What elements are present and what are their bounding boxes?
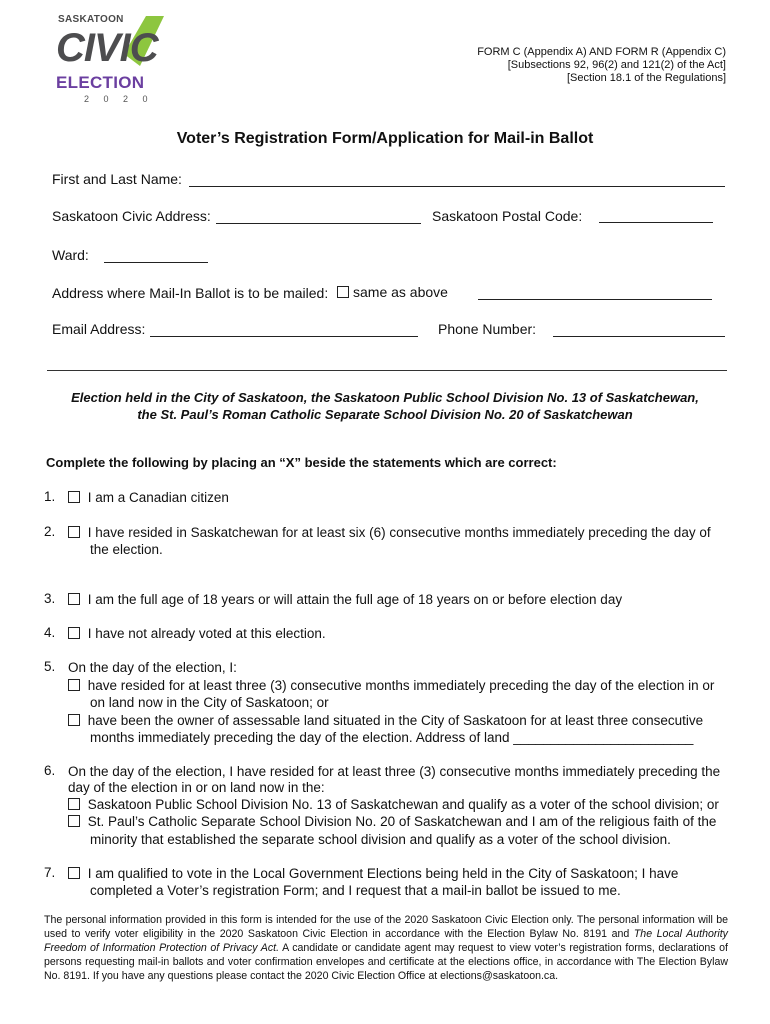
form-ref-line: [Section 18.1 of the Regulations] <box>567 72 726 84</box>
logo-top-text: SASKATOON <box>58 14 124 25</box>
item-number: 2. <box>44 524 56 539</box>
checkbox[interactable] <box>68 798 80 810</box>
statement-4[interactable] <box>68 625 326 643</box>
address-label: Saskatoon Civic Address: <box>52 208 211 224</box>
mail-address-label: Address where Mail-In Ballot is to be mailed: <box>52 285 329 301</box>
statement-6a[interactable] <box>68 796 719 814</box>
mail-address-field[interactable] <box>478 299 712 300</box>
form-ref-line: FORM C (Appendix A) AND FORM R (Appendix C) <box>477 46 726 58</box>
statement-text: have been the owner of assessable land situated in the City of Saskatoon for at least three consecutive <box>87 713 704 728</box>
statement-5-heading: On the day of the election, I: <box>68 660 237 675</box>
checkbox[interactable] <box>68 491 80 503</box>
statement-text: St. Paul’s Catholic Separate School Division No. 20 of Saskatchewan and I am of the religious faith of the <box>87 814 717 829</box>
statement-text: I am a Canadian citizen <box>87 490 229 505</box>
phone-label: Phone Number: <box>438 321 537 337</box>
statement-7[interactable] <box>68 865 728 883</box>
item-number: 7. <box>44 865 56 880</box>
instruction-text: Complete the following by placing an “X” beside the statements which are correct: <box>46 455 557 470</box>
statement-1[interactable] <box>68 489 229 507</box>
election-note-line: the St. Paul’s Roman Catholic Separate School Division No. 20 of Saskatchewan <box>137 407 633 422</box>
election-note <box>40 389 730 423</box>
privacy-notice <box>44 913 728 983</box>
same-as-above-checkbox[interactable] <box>337 286 349 298</box>
ward-label: Ward: <box>52 247 89 263</box>
logo-sub-text: ELECTION <box>56 73 145 92</box>
logo-main-text: CIVIC <box>56 26 158 70</box>
statement-6-heading: On the day of the election, I have resided for at least three (3) consecutive months immediately preceding the <box>68 764 721 779</box>
item-number: 3. <box>44 591 56 606</box>
name-label: First and Last Name: <box>52 171 182 187</box>
statement-text: I am qualified to vote in the Local Government Elections being held in the City of Saskatoon; I have <box>87 866 679 881</box>
statement-text: on land now in the City of Saskatoon; or <box>90 695 329 710</box>
form-reference <box>477 46 726 85</box>
statement-3[interactable] <box>68 591 622 609</box>
postal-code-field[interactable] <box>599 222 713 223</box>
statement-text: minority that established the separate school division and qualify as a voter of the school division. <box>90 832 671 847</box>
section-divider <box>47 370 727 371</box>
statement-text: I am the full age of 18 years or will attain the full age of 18 years on or before election day <box>87 592 623 607</box>
item-number: 6. <box>44 763 56 778</box>
statement-text: have resided for at least three (3) consecutive months immediately preceding the day of the election in or <box>87 678 715 693</box>
statement-6b[interactable] <box>68 813 716 831</box>
ward-field[interactable] <box>104 262 208 263</box>
form-title: Voter’s Registration Form/Application for Mail-in Ballot <box>176 130 594 147</box>
checkbox[interactable] <box>68 714 80 726</box>
statement-text: I have not already voted at this election. <box>87 626 326 641</box>
checkbox[interactable] <box>68 815 80 827</box>
logo-year: 2 0 2 0 <box>84 94 154 104</box>
privacy-text: The personal information provided in this form is intended for the use of the 2020 Saskatoon Civic Election only. The personal information will be used to verify voter eligibility in the 2020 Saskatoon Civic Election in accordance with the Election Bylaw No. 8191 and <box>44 914 728 940</box>
item-number: 1. <box>44 489 56 504</box>
item-number: 4. <box>44 625 56 640</box>
statement-5b[interactable] <box>68 712 703 730</box>
form-ref-line: [Subsections 92, 96(2) and 121(2) of the Act] <box>507 59 726 71</box>
email-label: Email Address: <box>52 321 146 337</box>
address-field[interactable] <box>216 223 421 224</box>
statement-text: the election. <box>90 542 163 557</box>
election-note-line: Election held in the City of Saskatoon, the Saskatoon Public School Division No. 13 of Saskatchewan, <box>71 390 699 405</box>
name-field[interactable] <box>189 186 725 187</box>
statement-text: day of the election in or on land now in the: <box>68 780 325 795</box>
item-number: 5. <box>44 659 56 674</box>
phone-field[interactable] <box>553 336 725 337</box>
privacy-act-name: The Local Authority Freedom of Information Protection of Privacy Act. <box>44 928 728 954</box>
postal-code-label: Saskatoon Postal Code: <box>432 208 583 224</box>
same-as-above-label: same as above <box>353 284 448 300</box>
statement-text: completed a Voter’s registration Form; and I request that a mail-in ballot be issued to me. <box>90 883 621 898</box>
civic-election-logo <box>52 14 164 104</box>
statement-text: I have resided in Saskatchewan for at least six (6) consecutive months immediately preceding the day of <box>87 525 711 540</box>
checkbox[interactable] <box>68 627 80 639</box>
privacy-text: A candidate or candidate agent may request to view voter’s registration forms, declarations of persons requesting mail-in ballots and voter confirmation envelopes and certificate at the elections office, in accordance with The Election Bylaw No. 8191. If you have any questions please contact the 2020 Civic Election Office at elections@saskatoon.ca. <box>44 942 729 982</box>
same-as-above-option[interactable] <box>337 284 448 300</box>
checkbox[interactable] <box>68 526 80 538</box>
statement-2[interactable] <box>68 524 711 542</box>
checkbox[interactable] <box>68 593 80 605</box>
checkbox[interactable] <box>68 867 80 879</box>
checkbox[interactable] <box>68 679 80 691</box>
statement-text: months immediately preceding the day of the election. Address of land ________________________ <box>90 730 694 745</box>
email-field[interactable] <box>150 336 418 337</box>
statement-5a[interactable] <box>68 677 714 695</box>
statement-text: Saskatoon Public School Division No. 13 of Saskatchewan and qualify as a voter of the school division; or <box>87 797 719 812</box>
